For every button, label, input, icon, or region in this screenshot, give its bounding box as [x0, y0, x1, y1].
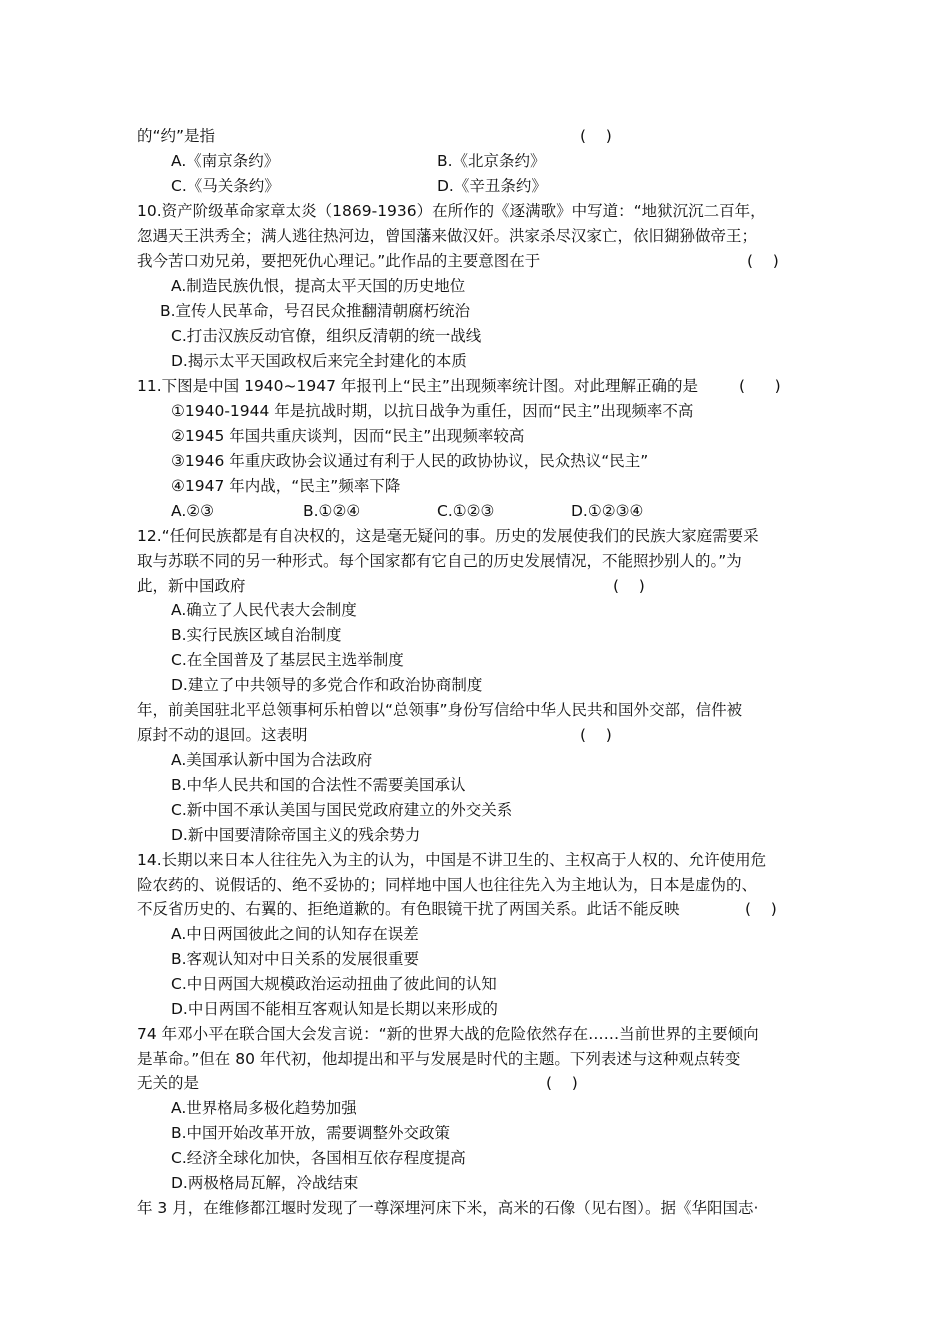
- q14-option-d: D.中日两国不能相互客观认知是长期以来形成的: [171, 1000, 498, 1018]
- q11-option-d: D.①②③④: [571, 502, 644, 520]
- q14-stem-line-3: 不反省历史的、右翼的、拒绝道歉的。有色眼镜干扰了两国关系。此话不能反映: [137, 900, 680, 918]
- q11-option-b: B.①②④: [303, 502, 361, 520]
- q13-option-c: C.新中国不承认美国与国民党政府建立的外交关系: [171, 801, 513, 819]
- q11-item-3: ③1946 年重庆政协会议通过有利于人民的政协协议，民众热议“民主”: [171, 452, 649, 470]
- q9-option-b: B.《北京条约》: [437, 152, 546, 170]
- q10-stem-line-3: 我今苦口劝兄弟，要把死仇心理记。”此作品的主要意图在于: [137, 252, 541, 270]
- q12-option-b: B.实行民族区域自治制度: [171, 626, 342, 644]
- q9-answer-paren: ( ): [580, 127, 612, 145]
- q11-item-2: ②1945 年国共重庆谈判，因而“民主”出现频率较高: [171, 427, 525, 445]
- q15-option-d: D.两极格局瓦解，冷战结束: [171, 1174, 359, 1192]
- q12-answer-paren: ( ): [613, 577, 645, 595]
- q10-option-a: A.制造民族仇恨，提高太平天国的历史地位: [171, 277, 466, 295]
- q14-stem-line-1: 14.长期以来日本人往往先入为主的认为，中国是不讲卫生的、主权高于人权的、允许使用危: [137, 851, 767, 869]
- q15-option-b: B.中国开始改革开放，需要调整外交政策: [171, 1124, 451, 1142]
- q9-option-c: C.《马关条约》: [171, 177, 280, 195]
- q10-stem-line-2: 忽遇天王洪秀全；满人逃往热河边，曾国藩来做汉奸。洪家杀尽汉家亡，依旧猢狲做帝王；: [137, 227, 758, 245]
- q9-option-d: D.《辛丑条约》: [437, 177, 547, 195]
- q14-answer-paren: ( ): [745, 900, 777, 918]
- q10-option-b: B.宣传人民革命，号召民众推翻清朝腐朽统治: [160, 302, 471, 320]
- q12-option-a: A.确立了人民代表大会制度: [171, 601, 357, 619]
- q9-stem-tail: 的“约”是指: [137, 127, 216, 145]
- q15-option-a: A.世界格局多极化趋势加强: [171, 1099, 357, 1117]
- q14-stem-line-2: 险农药的、说假话的、绝不妥协的；同样地中国人也往往先入为主地认为，日本是虚伪的、: [137, 876, 758, 894]
- q10-option-d: D.揭示太平天国政权后来完全封建化的本质: [171, 352, 467, 370]
- q12-option-d: D.建立了中共领导的多党合作和政治协商制度: [171, 676, 483, 694]
- q13-option-d: D.新中国要清除帝国主义的残余势力: [171, 826, 421, 844]
- q15-answer-paren: ( ): [546, 1074, 578, 1092]
- q11-item-1: ①1940-1944 年是抗战时期，以抗日战争为重任，因而“民主”出现频率不高: [171, 402, 694, 420]
- q15-option-c: C.经济全球化加快，各国相互依存程度提高: [171, 1149, 466, 1167]
- q13-answer-paren: ( ): [580, 726, 612, 744]
- q11-answer-paren: ( ): [739, 377, 781, 395]
- q10-option-c: C.打击汉族反动官僚，组织反清朝的统一战线: [171, 327, 482, 345]
- q11-stem: 11.下图是中国 1940~1947 年报刊上“民主”出现频率统计图。对此理解正确的是: [137, 377, 698, 395]
- q11-option-a: A.②③: [171, 502, 215, 520]
- q14-option-a: A.中日两国彼此之间的认知存在误差: [171, 925, 419, 943]
- q11-item-4: ④1947 年内战，“民主”频率下降: [171, 477, 401, 495]
- q14-option-c: C.中日两国大规模政治运动扭曲了彼此间的认知: [171, 975, 497, 993]
- q13-stem-line-2: 原封不动的退回。这表明: [137, 726, 308, 744]
- q9-option-a: A.《南京条约》: [171, 152, 280, 170]
- q12-stem-line-2: 取与苏联不同的另一种形式。每个国家都有它自己的历史发展情况，不能照抄别人的。”为: [137, 552, 742, 570]
- q15-stem-line-2: 是革命。”但在 80 年代初，他却提出和平与发展是时代的主题。下列表述与这种观点转变: [137, 1050, 741, 1068]
- q10-stem-line-1: 10.资产阶级革命家章太炎（1869-1936）在所作的《逐满歌》中写道：“地狱沉沉二百年，: [137, 202, 766, 220]
- q13-option-a: A.美国承认新中国为合法政府: [171, 751, 373, 769]
- q12-option-c: C.在全国普及了基层民主选举制度: [171, 651, 404, 669]
- q15-stem-line-3: 无关的是: [137, 1074, 200, 1092]
- q12-stem-line-1: 12.“任何民族都是有自决权的，这是毫无疑问的事。历史的发展使我们的民族大家庭需要采: [137, 527, 759, 545]
- q10-answer-paren: ( ): [747, 252, 779, 270]
- q14-option-b: B.客观认知对中日关系的发展很重要: [171, 950, 420, 968]
- q11-option-c: C.①②③: [437, 502, 495, 520]
- q15-stem-line-1: 74 年邓小平在联合国大会发言说：“新的世界大战的危险依然存在……当前世界的主要倾向: [137, 1025, 759, 1043]
- q16-stem-line-1: 年 3 月，在维修都江堰时发现了一尊深埋河床下米，高米的石像（见右图）。据《华阳国志·: [137, 1199, 759, 1217]
- q13-stem-line-1: 年，前美国驻北平总领事柯乐柏曾以“总领事”身份写信给中华人民共和国外交部，信件被: [137, 701, 743, 719]
- q12-stem-line-3: 此，新中国政府: [137, 577, 246, 595]
- q13-option-b: B.中华人民共和国的合法性不需要美国承认: [171, 776, 466, 794]
